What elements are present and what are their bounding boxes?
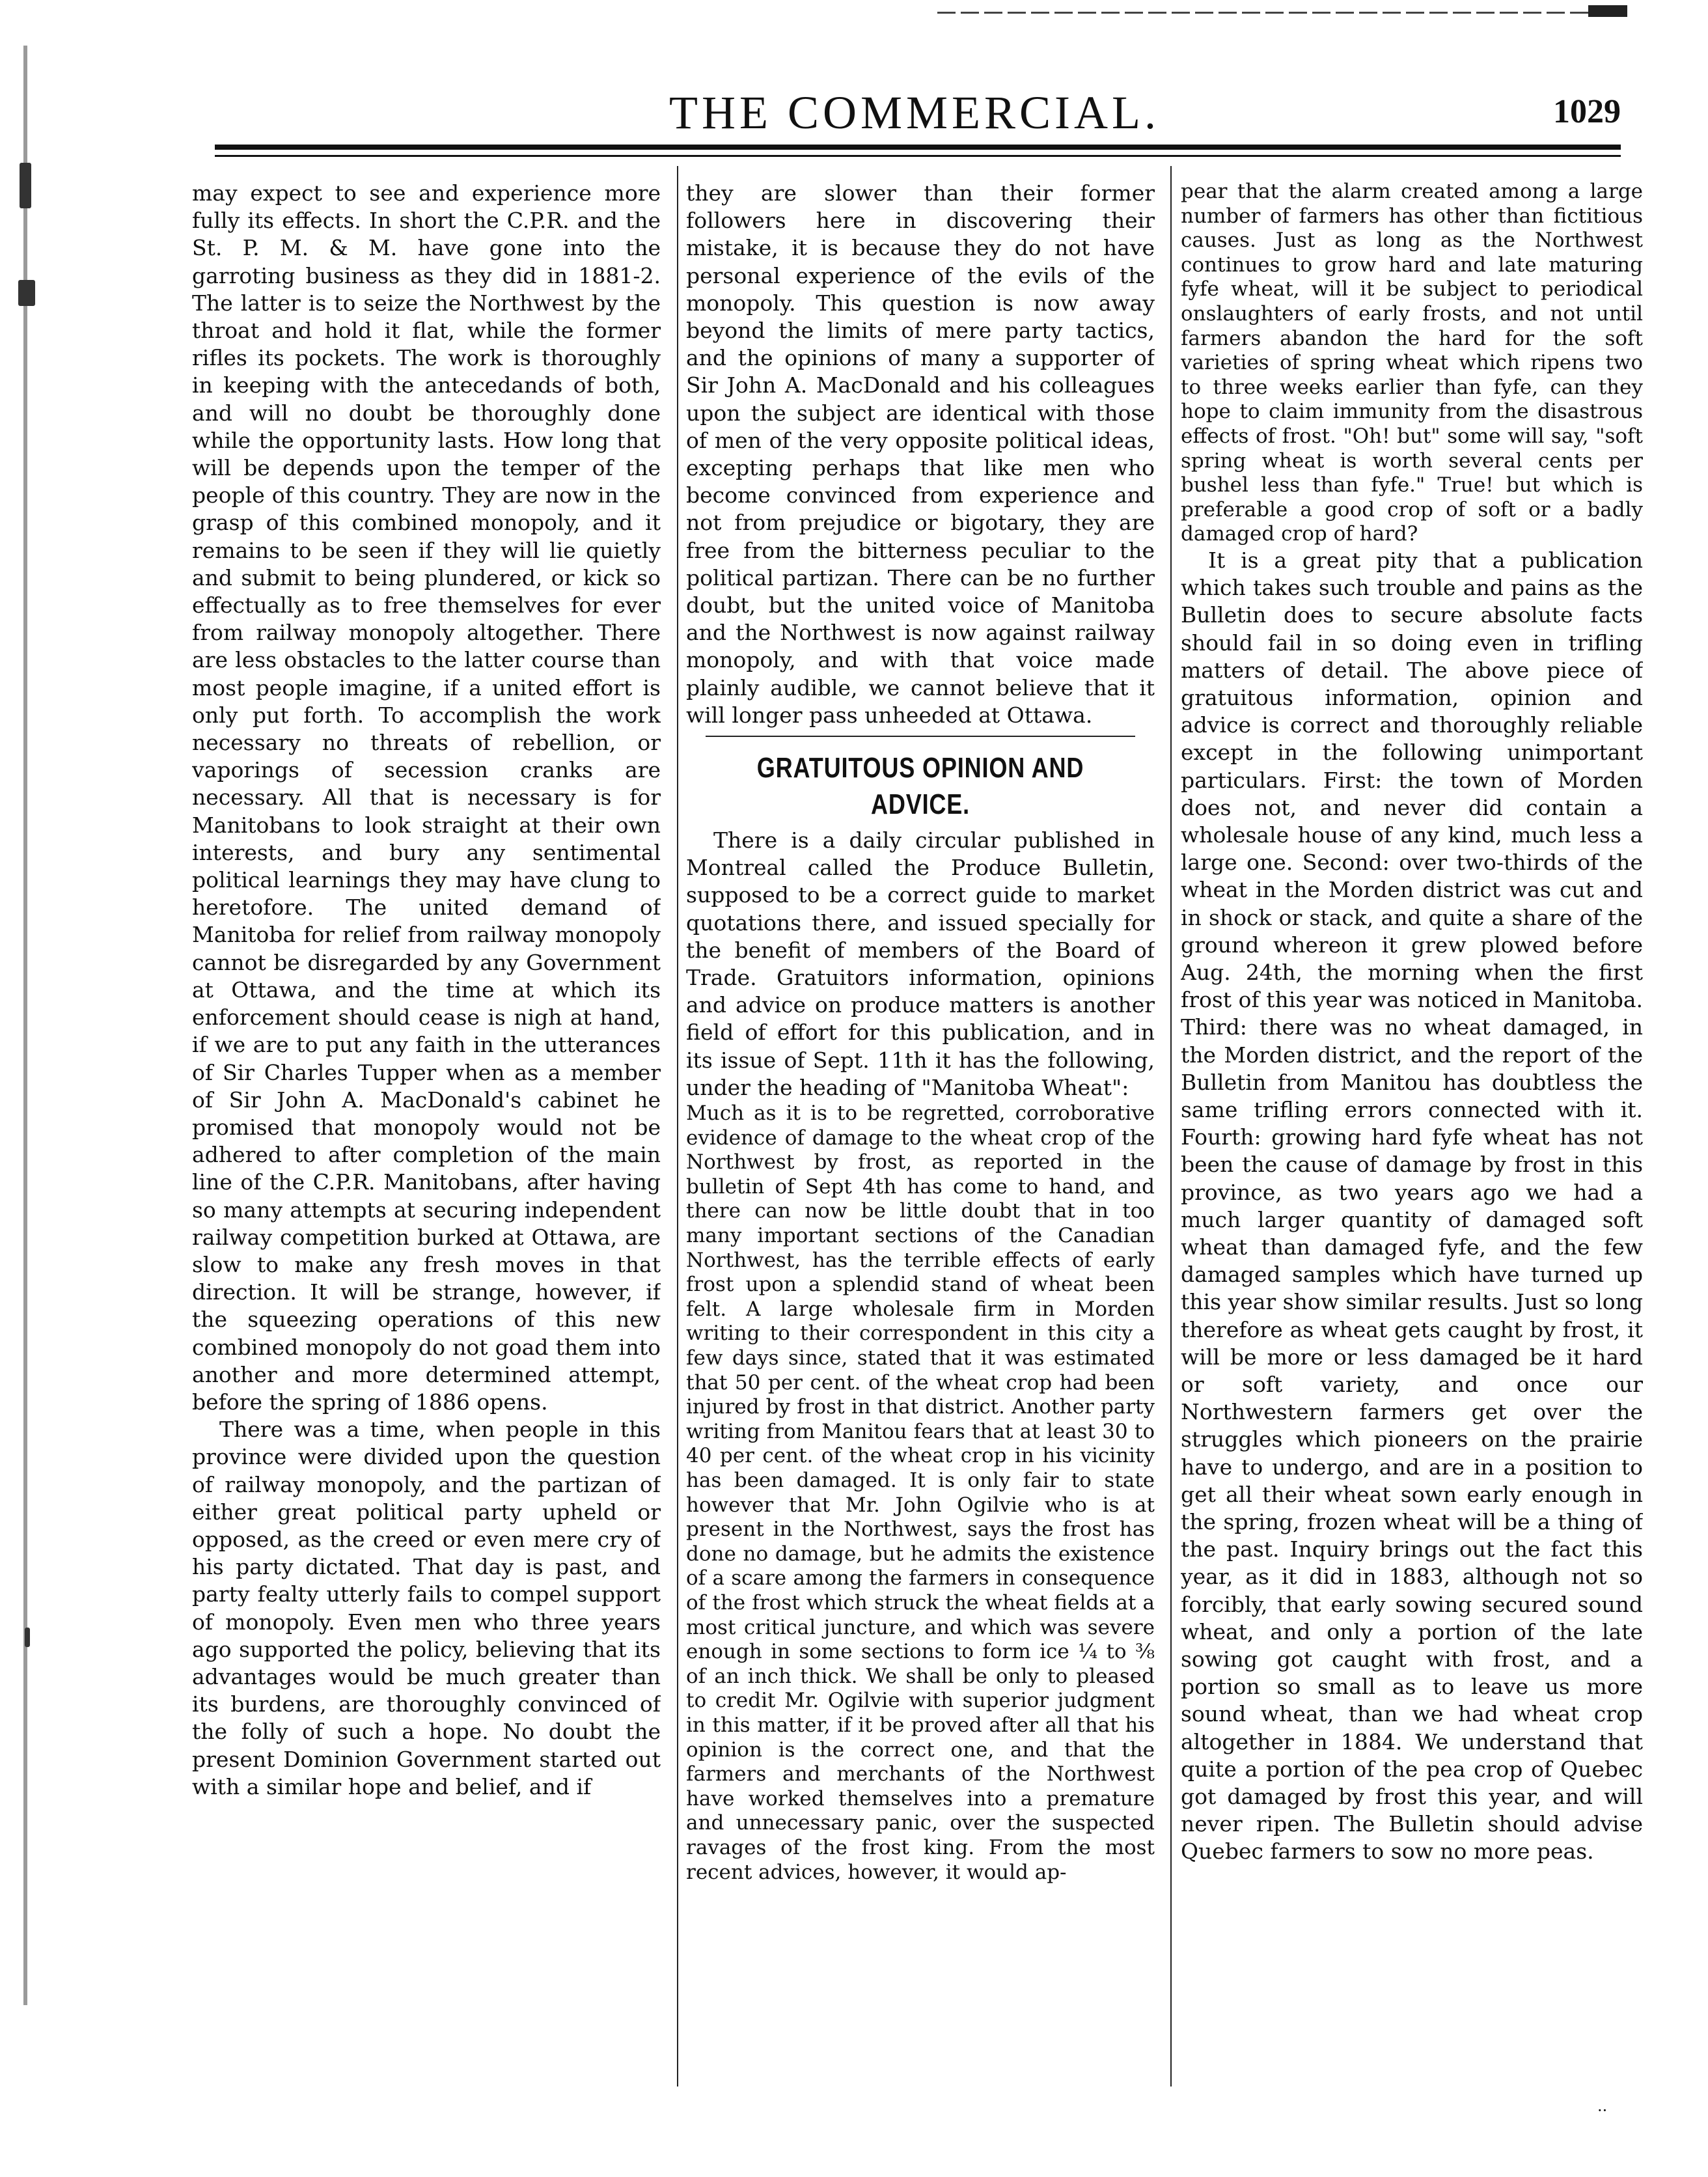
paragraph: There is a daily circular published in Montreal called the Produce Bulletin, supposed to be a correct guide to market quotations there, and issued specially for the benefit of members of the Board of Trade. Gratuitors information, opinions and advice on produce matters is another field of effort for this publication, and in its issue of Sept. 11th it has the following, under the heading of "Manitoba Wheat":: [686, 827, 1155, 1100]
binding-mark: [25, 1628, 30, 1647]
journal-title: THE COMMERCIAL.: [669, 87, 1160, 139]
header-rule: [215, 145, 1621, 150]
end-mark: ··: [1597, 2101, 1608, 2120]
binding-mark: [18, 280, 35, 306]
binding-mark: [20, 163, 31, 208]
article-headline: GRATUITOUS OPINION AND ADVICE.: [756, 752, 1084, 821]
column-divider: [677, 166, 678, 2087]
column-3: [1181, 180, 1643, 2090]
paragraph: they are slower than their former followers here in discovering their mistake, it is because they do not have personal experience of the evils of the monopoly. This question is now away beyond the limits of mere party tactics, and the opinions of many a supporter of Sir John A. MacDonald and his colleagues upon the subject are identical with those of men of the very opposite political ideas, excepting perhaps that like men who become convinced from experience and not from prejudice or bigotary, they are free from the bitterness peculiar to the political partizan. There can be no further doubt, but the united voice of Manitoba and the Northwest is now against railway monopoly, and with that voice made plainly audible, we cannot believe that it will longer pass unheeded at Ottawa.: [686, 180, 1155, 728]
page-header: [208, 78, 1621, 150]
binding-edge: [23, 46, 27, 2005]
article-divider: [706, 736, 1135, 737]
column-divider: [1170, 166, 1172, 2087]
page-number: 1029: [1553, 93, 1621, 130]
top-margin-mark: [1588, 5, 1627, 17]
paragraph: It is a great pity that a publication which takes such trouble and pains as the Bulletin does to secure absolute facts should fail in so doing even in trifling matters of detail. The above piece of gratuitous information, opinion and advice is correct and thoroughly reliable except in the following unimportant particulars. First: the town of Morden does not, and never did contain a wholesale house of any kind, much less a large one. Second: over two-thirds of the wheat in the Morden district was cut and in shock or stack, and quite a share of the ground whereon it grew plowed before Aug. 24th, the morning when the first frost of this year was noticed in Manitoba. Third: there was no wheat damaged, in the Morden district, and the report of the Bulletin from Manitou has doubtless the same trifling errors connected with it. Fourth: growing hard fyfe wheat has not been the cause of damage by frost in this province, as two years ago we had a much larger quantity of damaged soft wheat than damaged fyfe, and the few damaged samples which have turned up this year show similar results. Just so long therefore as wheat gets caught by frost, it will be more or less damaged be it hard or soft variety, and once our Northwestern farmers get over the struggles which pioneers on the prairie have to undergo, and are in a position to get all their wheat sown early enough in the spring, frozen wheat will be a thing of the past. Inquiry brings out the fact this year, as it did in 1883, although not so forcibly, that early sowing secured sound wheat, and only a portion of the late sowing got caught with frost, and a portion so small as to leave us more sound wheat, than we had wheat crop altogether in 1884. We understand that quite a portion of the pea crop of Quebec got damaged by frost this year, and will never ripen. The Bulletin should advise Quebec farmers to sow no more peas.: [1181, 547, 1643, 1865]
paragraph: may expect to see and experience more fully its effects. In short the C.P.R. and the St. P. M. & M. have gone into the garroting business as they did in 1881-2. The latter is to seize the Northwest by the throat and hold it flat, while the former rifles its pockets. The work is thoroughly in keeping with the antecedands of both, and will no doubt be thoroughly done while the opportunity lasts. How long that will be depends upon the temper of the people of this country. They are now in the grasp of this combined monopoly, and it remains to be seen if they will lie quietly and submit to being plundered, or kick so effectually as to free themselves for ever from railway monopoly altogether. There are less obstacles to the latter course than most people imagine, if a united effort is only put forth. To accomplish the work necessary no threats of rebellion, or vaporings of secession cranks are necessary. All that is necessary is for Manitobans to look straight at their own interests, and bury any sentimental political learnings they may have clung to heretofore. The united demand of Manitoba for relief from railway monopoly cannot be disregarded by any Government at Ottawa, and the time at which its enforcement should cease is nigh at hand, if we are to put any faith in the utterances of Sir Charles Tupper when as a member of Sir John A. MacDonald's cabinet he promised that monopoly would not be adhered to after completion of the main line of the C.P.R. Manitobans, after having so many attempts at securing independent railway competition burked at Ottawa, are slow to make any fresh moves in that direction. It will be strange, however, if the squeezing operations of this new combined monopoly do not goad them into another and more determined attempt, before the spring of 1886 opens.: [192, 180, 661, 1415]
column-2: [686, 180, 1155, 2090]
paragraph: There was a time, when people in this province were divided upon the question of railway monopoly, and the partizan of either great political party upheld or opposed, as the creed or even mere cry of his party dictated. That day is past, and party fealty utterly fails to compel support of monopoly. Even men who three years ago supported the policy, believing that its advantages would be much greater than its burdens, are thoroughly convinced of the folly of such a hope. No doubt the present Dominion Government started out with a similar hope and belief, and if: [192, 1417, 661, 1799]
quoted-paragraph: pear that the alarm created among a large number of farmers has other than fictitious causes. Just as long as the Northwest continues to grow hard and late maturing fyfe wheat, will it be subject to periodical onslaughters of early frosts, and not until farmers abandon the hard for the soft varieties of spring wheat which ripens two to three weeks earlier than fyfe, can they hope to claim immunity from the disastrous effects of frost. "Oh! but" some will say, "soft spring wheat is worth several cents per bushel less than fyfe." True! but which is preferable a good crop of soft or a badly damaged crop of hard?: [1181, 180, 1643, 546]
column-1: [192, 180, 661, 2090]
quoted-paragraph: Much as it is to be regretted, corroborative evidence of damage to the wheat crop of the Northwest by frost, as reported in the bulletin of Sept 4th has come to hand, and there can now be little doubt that in too many important sections of the Canadian Northwest, has the terrible effects of early frost upon a splendid stand of wheat been felt. A large wholesale firm in Morden writing to their correspondent in this city a few days since, stated that it was estimated that 50 per cent. of the wheat crop had been injured by frost in that district. Another party writing from Manitou fears that at least 30 to 40 per cent. of the wheat crop in his vicinity has been damaged. It is only fair to state however that Mr. John Ogilvie who is at present in the Northwest, says the frost has done no damage, but he admits the existence of a scare among the farmers in consequence of the frost which struck the wheat fields at a most critical juncture, and which was severe enough in some sections to form ice ¼ to ⅜ of an inch thick. We shall be only to pleased to credit Mr. Ogilvie with superior judgment in this matter, if it be proved after all that his opinion is the correct one, and that the farmers and merchants of the Northwest have worked themselves into a premature and unnecessary panic, over the suspected ravages of the frost king. From the most recent advices, however, it would ap-: [686, 1102, 1155, 1884]
top-margin-dashes: [937, 12, 1595, 14]
header-rule-thin: [215, 155, 1621, 157]
